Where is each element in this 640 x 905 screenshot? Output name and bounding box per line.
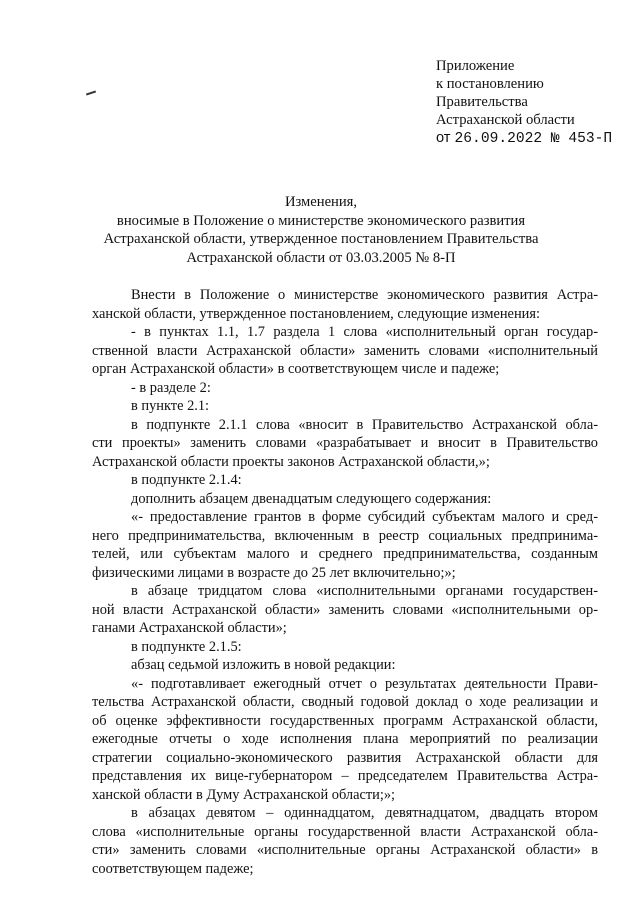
body-line: в пункте 2.1:: [131, 398, 210, 414]
body-line: физическими лицами в возрасте до 25 лет включительно;»;: [92, 564, 456, 581]
appendix-date-line: [436, 129, 636, 148]
body-line: в абзаце тридцатом слова «исполнительными органами государствен-: [131, 583, 598, 599]
body-line: в подпункте 2.1.4:: [131, 472, 242, 488]
title-line-1: Изменения,: [284, 194, 358, 210]
appendix-line-4: Астраханской области: [436, 112, 575, 128]
body-line: - в пунктах 1.1, 1.7 раздела 1 слова «исполнительный орган государ-: [131, 324, 598, 340]
body-line: в подпункте 2.1.1 слова «вносит в Правительство Астраханской обла-: [131, 416, 598, 433]
appendix-line-2: к постановлению: [436, 76, 544, 92]
body-line: «- предоставление грантов в форме субсидий субъектам малого и сред-: [131, 509, 598, 525]
pen-mark: [86, 91, 96, 96]
appendix-line-3: Правительства: [436, 94, 528, 110]
appendix-line-1: Приложение: [436, 58, 515, 74]
body-line: сти» заменить словами «исполнительные органы Астраханской области» в: [92, 842, 598, 858]
body-line: орган Астраханской области» в соответствующем числе и падеже;: [92, 361, 500, 377]
body-line: об оценке эффективности государственных программ Астраханской области,: [92, 712, 598, 729]
body-line: слова «исполнительные органы государственной власти Астраханской обла-: [92, 823, 598, 840]
body-line: ственной власти Астраханской области» заменить словами «исполнительный: [92, 342, 598, 359]
body-line: соответствующем падеже;: [92, 860, 254, 877]
body-line: него предпринимательства, включенным в реестр социальных предпринима-: [92, 527, 598, 544]
body-line: «- подготавливает ежегодный отчет о результатах деятельности Прави-: [131, 675, 598, 692]
body-line: ганами Астраханской области»;: [92, 620, 287, 636]
appendix-date-prefix: от: [436, 130, 451, 146]
document-title: [92, 193, 550, 267]
title-line-3: Астраханской области, утвержденное постановлением Правительства: [103, 231, 539, 247]
body-line: Внести в Положение о министерстве экономического развития Астра-: [131, 287, 598, 303]
body-line: стратегии социально-экономического развития Астраханской области для: [92, 749, 598, 766]
title-line-4: Астраханской области от 03.03.2005 № 8-П: [186, 249, 456, 266]
body-line: - в разделе 2:: [131, 379, 211, 396]
body-line: тельства Астраханской области, сводный годовой доклад о ходе реализации и: [92, 694, 598, 710]
body-line: телей, или субъектам малого и среднего предпринимательства, созданным: [92, 546, 598, 562]
body-line: дополнить абзацем двенадцатым следующего содержания:: [131, 490, 492, 507]
body-line: абзац седьмой изложить в новой редакции:: [131, 657, 396, 673]
body-line: сти проекты» заменить словами «разрабатывает и вносит в Правительство: [92, 435, 598, 451]
title-line-2: вносимые в Положение о министерстве экономического развития: [116, 212, 526, 229]
body-line: ной власти Астраханской области» заменить словами «исполнительными ор-: [92, 601, 598, 618]
body-line: ханской области, утвержденное постановлением, следующие изменения:: [92, 305, 540, 322]
body-line: ханской области в Думу Астраханской области;»;: [92, 786, 396, 803]
body-line: в абзацах девятом – одиннадцатом, девятнадцатом, двадцать втором: [131, 805, 598, 821]
document-body: [92, 286, 598, 878]
body-line: Астраханской области проекты законов Астраханской области,»;: [92, 453, 490, 470]
appendix-date-number: 26.09.2022 № 453-П: [454, 131, 613, 147]
appendix-header: [436, 57, 636, 148]
body-line: ежегодные отчеты о ходе исполнения плана мероприятий по реализации: [92, 731, 598, 747]
body-line: представления их вице-губернатором – председателем Правительства Астра-: [92, 768, 598, 784]
body-line: в подпункте 2.1.5:: [131, 638, 242, 655]
